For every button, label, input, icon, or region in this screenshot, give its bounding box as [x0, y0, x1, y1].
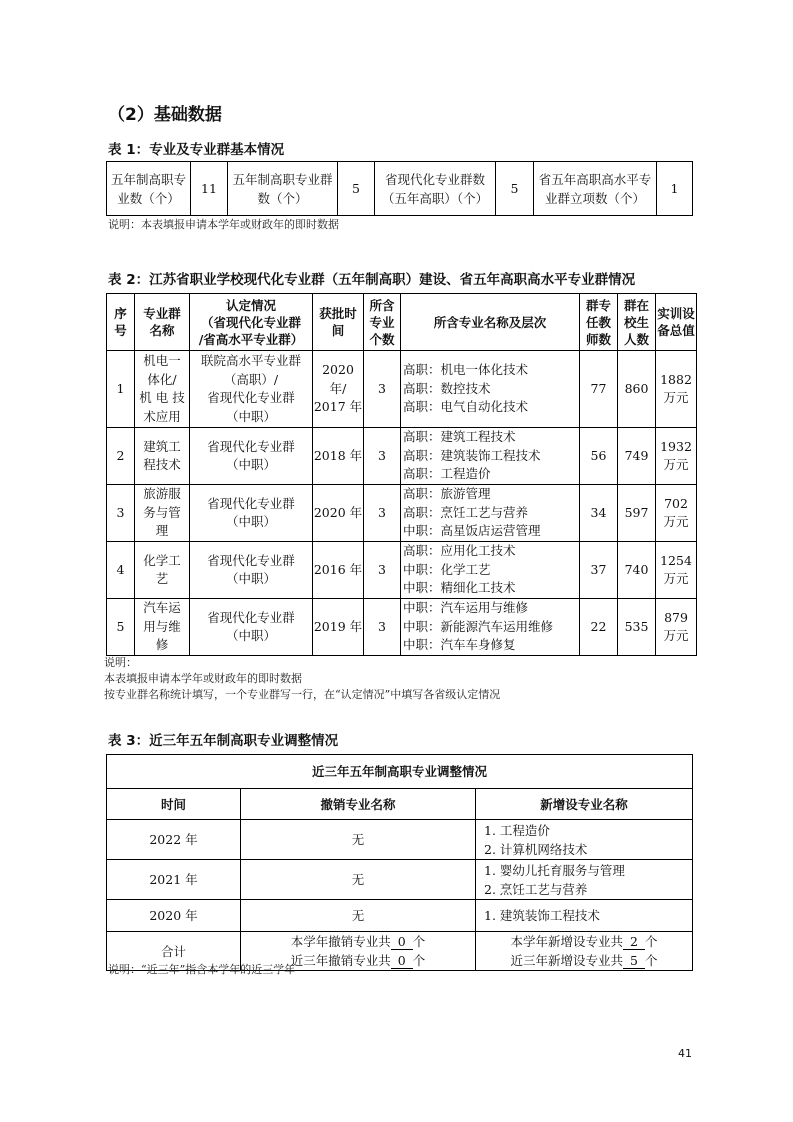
text-line: 所含专业名称及层次	[433, 314, 547, 330]
table1-caption: 表 1：专业及专业群基本情况	[108, 142, 285, 158]
header-count	[364, 294, 401, 351]
text-line: 省现代化专业群	[207, 609, 295, 625]
cell-students: 860	[618, 351, 656, 428]
cell-cert	[190, 485, 313, 542]
header-added: 新增设专业名称	[476, 789, 693, 820]
cell-count: 3	[364, 428, 401, 485]
cell-equipment	[656, 485, 697, 542]
cell-count: 3	[364, 485, 401, 542]
text-line: 按专业群名称统计填写，一个专业群写一行，在“认定情况”中填写各省级认定情况	[104, 688, 501, 701]
cell-name	[135, 485, 190, 542]
cell-removed: 无	[241, 820, 476, 860]
text-line: 专业	[369, 314, 395, 330]
text-line: 师数	[585, 331, 611, 347]
text-line: 术应用	[143, 408, 181, 424]
text-line: 旅游服	[143, 486, 181, 502]
added-3y-value: 5	[623, 954, 645, 969]
cell-cert	[190, 599, 313, 656]
text-line: （中职）	[225, 457, 276, 472]
text-line: 高职：应用化工技术	[403, 543, 516, 559]
cell-majors	[401, 485, 580, 542]
table-row	[107, 428, 697, 485]
text-line: 省现代化专业群	[207, 390, 295, 405]
text-line: 1882	[660, 371, 692, 387]
cell-seq: 1	[107, 351, 135, 428]
table1-label: 省五年高职高水平专业群立项数（个）	[534, 162, 657, 216]
cell-equipment	[656, 351, 697, 428]
text-line: 高职：建筑工程技术	[403, 429, 516, 445]
table1-note: 说明：本表填报申请本学年或财政年的即时数据	[108, 218, 339, 231]
text-line: 中职：高星饭店运营管理	[403, 523, 541, 539]
table-row	[107, 860, 693, 900]
total-added	[476, 932, 693, 971]
text-line: 汽车运	[143, 600, 181, 616]
text-line: 获批时	[319, 306, 357, 321]
header-cert	[190, 294, 313, 351]
table-row	[107, 542, 697, 599]
text-line: 省现代化专业群	[207, 495, 295, 511]
total-added-year: 本学年新增设专业共 2 个	[510, 934, 658, 949]
text-line: 实训设	[657, 306, 695, 321]
table1-value: 1	[657, 162, 693, 216]
text-line: （中职）	[225, 628, 276, 643]
text-line: 本表填报申请本学年或财政年的即时数据	[104, 672, 302, 685]
text-line: 高职：机电一体化技术	[403, 362, 529, 378]
removed-3y-value: 0	[391, 954, 413, 969]
text-line: （中职）	[225, 514, 276, 529]
text-line: 化学工	[143, 552, 181, 568]
header-teachers	[580, 294, 618, 351]
text-line: 建筑工	[143, 438, 181, 454]
table3-title: 近三年五年制高职专业调整情况	[107, 755, 693, 789]
cell-approval	[313, 485, 364, 542]
text-line: 专业群	[143, 306, 181, 321]
text-line: 万元	[663, 514, 689, 529]
text-line: 务与管	[143, 504, 181, 520]
header-name	[135, 294, 190, 351]
cell-approval	[313, 542, 364, 599]
table1-value: 11	[191, 162, 228, 216]
text-line: （省现代化专业群	[200, 314, 301, 330]
cell-time: 2020 年	[107, 900, 241, 932]
cell-approval	[313, 428, 364, 485]
header-approval	[313, 294, 364, 351]
text-line: 群专	[585, 297, 611, 313]
cell-majors	[401, 351, 580, 428]
text-line: 艺	[155, 571, 169, 586]
cell-majors	[401, 542, 580, 599]
text-line: 备总值	[657, 323, 695, 338]
text-line: 修	[155, 637, 169, 653]
table1-row	[107, 162, 693, 216]
text-line: 万元	[663, 390, 689, 405]
cell-removed: 无	[241, 900, 476, 932]
text-line: （中职）	[225, 571, 276, 586]
text-line: 2020 年/	[322, 362, 354, 396]
cell-teachers: 77	[580, 351, 618, 428]
cell-cert	[190, 542, 313, 599]
text-line: 中职：新能源汽车运用维修	[403, 618, 554, 634]
table-row	[107, 900, 693, 932]
cell-added	[476, 860, 693, 900]
text-line: 1. 婴幼儿托育服务与管理	[484, 862, 625, 878]
text-line: 中职：精细化工技术	[403, 580, 516, 596]
table1-label: 五年制高职专业群数（个）	[228, 162, 338, 216]
cell-majors	[401, 599, 580, 656]
cell-time: 2022 年	[107, 820, 241, 860]
table1	[106, 161, 693, 216]
table3-title-row	[107, 755, 693, 789]
cell-removed: 无	[241, 860, 476, 900]
cell-count: 3	[364, 599, 401, 656]
cell-added	[476, 820, 693, 860]
cell-equipment	[656, 599, 697, 656]
table-row	[107, 820, 693, 860]
header-removed: 撤销专业名称	[241, 789, 476, 820]
text-line: 高职：工程造价	[403, 466, 491, 482]
table2-notes	[104, 655, 500, 703]
cell-added	[476, 900, 693, 932]
cell-teachers: 56	[580, 428, 618, 485]
header-seq	[107, 294, 135, 351]
cell-teachers: 37	[580, 542, 618, 599]
text-line: （中职）	[225, 408, 276, 424]
cell-name	[135, 599, 190, 656]
cell-time: 2021 年	[107, 860, 241, 900]
cell-count: 3	[364, 351, 401, 428]
table3-header-row	[107, 789, 693, 820]
text-line: 说明：	[104, 656, 137, 669]
total-added-3y: 近三年新增设专业共 5 个	[510, 953, 658, 968]
text-line: 高职：建筑装饰工程技术	[403, 447, 541, 463]
cell-majors	[401, 428, 580, 485]
text-line: /省高水平专业群）	[198, 331, 304, 347]
text-line: 2019 年	[313, 618, 363, 634]
text-line: 校生	[623, 314, 649, 330]
total-removed-3y: 近三年撤销专业共 0 个	[290, 953, 426, 968]
text-line: 所含	[369, 297, 395, 313]
table2	[106, 293, 697, 656]
removed-year-value: 0	[391, 935, 413, 950]
header-equipment	[656, 294, 697, 351]
text-line: 名称	[149, 323, 175, 338]
cell-equipment	[656, 542, 697, 599]
text-line: 中职：汽车车身修复	[403, 637, 516, 653]
text-line: 2. 烹饪工艺与营养	[484, 881, 588, 897]
text-line: 1254	[660, 552, 692, 568]
text-line: 理	[155, 523, 169, 539]
cell-students: 749	[618, 428, 656, 485]
text-line: 序	[114, 306, 127, 321]
text-line: 号	[114, 323, 127, 338]
text-line: 省现代化专业群	[207, 438, 295, 454]
table1-label: 五年制高职专业数（个）	[107, 162, 191, 216]
cell-name	[135, 428, 190, 485]
text-line: 702	[664, 495, 688, 511]
cell-approval	[313, 351, 364, 428]
cell-seq: 4	[107, 542, 135, 599]
text-line: 用与维	[143, 618, 181, 634]
table3-note: 说明：“近三年”指含本学年的近三学年	[108, 963, 296, 976]
text-line: 机电一	[143, 353, 181, 368]
cell-name	[135, 542, 190, 599]
text-line: 认定情况	[225, 297, 276, 313]
text-line: 879	[664, 609, 688, 625]
text-line: 群在	[623, 297, 649, 313]
table1-value: 5	[338, 162, 375, 216]
header-students	[618, 294, 656, 351]
text-line: 中职：化学工艺	[403, 561, 491, 577]
text-line: 人数	[623, 331, 649, 347]
header-majors	[401, 294, 580, 351]
total-removed-year: 本学年撤销专业共 0 个	[290, 934, 426, 949]
cell-seq: 5	[107, 599, 135, 656]
added-year-value: 2	[623, 935, 645, 950]
text-line: 间	[331, 323, 345, 338]
text-line: 体化/	[147, 371, 177, 387]
cell-teachers: 22	[580, 599, 618, 656]
table-row	[107, 485, 697, 542]
text-line: 机 电 技	[139, 390, 185, 405]
cell-students: 597	[618, 485, 656, 542]
text-line: 个数	[369, 331, 395, 347]
cell-seq: 2	[107, 428, 135, 485]
section-heading: （2）基础数据	[108, 105, 222, 125]
cell-cert	[190, 428, 313, 485]
table3	[106, 754, 693, 971]
text-line: 1932	[660, 438, 692, 454]
cell-cert	[190, 351, 313, 428]
text-line: 程技术	[143, 457, 181, 472]
text-line: 2017 年	[313, 399, 363, 415]
table-row	[107, 351, 697, 428]
text-line: 万元	[663, 457, 689, 472]
text-line: 1. 建筑装饰工程技术	[484, 908, 600, 923]
text-line: 高职：烹饪工艺与营养	[403, 504, 529, 520]
text-line: 中职：汽车运用与维修	[403, 600, 529, 616]
table1-label: 省现代化专业群数（五年高职）（个）	[375, 162, 496, 216]
text-line: 高职：旅游管理	[403, 486, 491, 502]
text-line: （高职）/	[223, 371, 279, 387]
text-line: 2018 年	[313, 447, 363, 463]
text-line: 万元	[663, 628, 689, 643]
cell-teachers: 34	[580, 485, 618, 542]
text-line: 2016 年	[313, 561, 363, 577]
table2-caption: 表 2：江苏省职业学校现代化专业群（五年制高职）建设、省五年高职高水平专业群情况	[108, 272, 636, 288]
header-time: 时间	[107, 789, 241, 820]
text-line: 任教	[585, 314, 611, 330]
text-line: 2. 计算机网络技术	[484, 841, 588, 857]
text-line: 高职：数控技术	[403, 380, 491, 396]
total-label: 合计	[107, 932, 241, 971]
text-line: 联院高水平专业群	[200, 353, 301, 368]
table3-caption: 表 3：近三年五年制高职专业调整情况	[108, 733, 339, 749]
cell-equipment	[656, 428, 697, 485]
cell-seq: 3	[107, 485, 135, 542]
page-number: 41	[678, 1047, 692, 1060]
cell-name	[135, 351, 190, 428]
text-line: 1. 工程造价	[484, 822, 550, 838]
table2-header-row	[107, 294, 697, 351]
table-row	[107, 599, 697, 656]
text-line: 万元	[663, 571, 689, 586]
text-line: 高职：电气自动化技术	[403, 399, 529, 415]
table1-value: 5	[496, 162, 534, 216]
cell-count: 3	[364, 542, 401, 599]
cell-students: 535	[618, 599, 656, 656]
cell-approval	[313, 599, 364, 656]
text-line: 省现代化专业群	[207, 552, 295, 568]
text-line: 2020 年	[313, 504, 363, 520]
cell-students: 740	[618, 542, 656, 599]
